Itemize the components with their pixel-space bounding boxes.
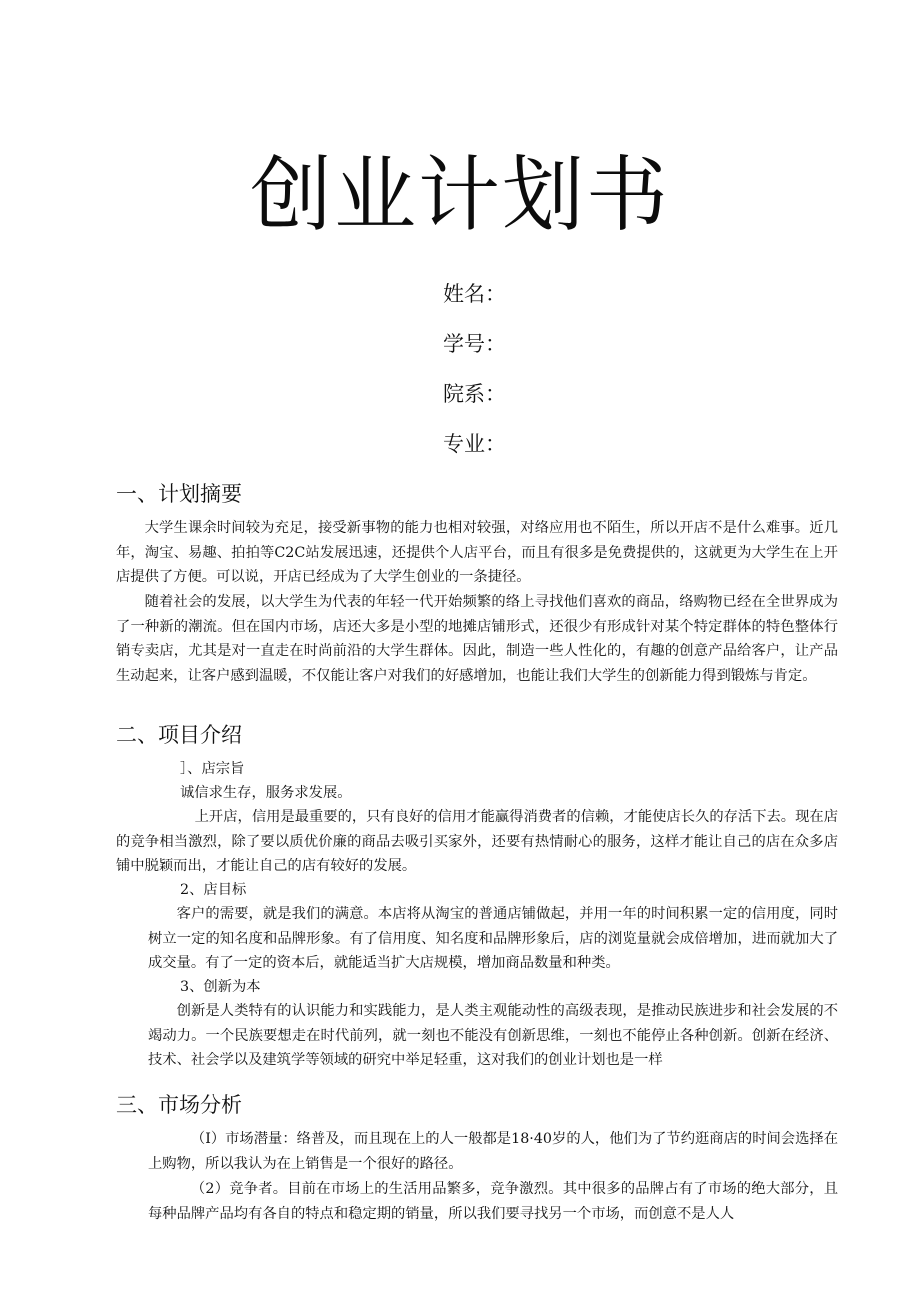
innovation-paragraph: 创新是人类特有的认识能力和实践能力，是人类主观能动性的高级表现，是推动民族进步和社会发展的不竭动力。一个民族要想走在时代前列，就一刻也不能没有创新思维，一刻也不能停止各种创新。创新在经济、技术、社会学以及建筑学等领域的研究中举足轻重，这对我们的创业计划也是一样 bbox=[148, 1003, 838, 1069]
section1-paragraph-2: 随着社会的发展，以大学生为代表的年轻一代开始频繁的络上寻找他们喜欢的商品，络购物已经在全世界成为了一种新的潮流。但在国内市场，店还大多是小型的地摊店铺形式，还很少有形成针对某个特定群体的特色整体行销专卖店，尤其是对一直走在时尚前沿的大学生群体。因此，制造一些人性化的，有趣的创意产品给客户，让产品生动起来，让客户感到温暖，不仅能让客户对我们的好感增加，也能让我们大学生的创新能力得到锻炼与肯定。 bbox=[116, 594, 838, 684]
section3-heading: 三、市场分析 bbox=[116, 1093, 242, 1117]
name-field-label: 姓名： bbox=[443, 282, 506, 306]
section1-paragraph-1: 大学生课余时间较为充足，接受新事物的能力也相对较强，对络应用也不陌生，所以开店不是什么难事。近几年，淘宝、易趣、拍拍等C2C站发展迅速，还提供个人店平台，而且有很多是免费提供的，这就更为大学生在上开店提供了方便。可以说，开店已经成为了大学生创业的一条捷径。 bbox=[116, 520, 838, 586]
subsection-store-goal: 2、店目标 bbox=[180, 882, 247, 898]
competitors-paragraph: （2）竞争者。目前在市场上的生活用品繁多，竞争激烈。其中很多的品牌占有了市场的绝大部分，且每种品牌产品均有各自的特点和稳定期的销量，所以我们要寻找另一个市场，而创意不是人人 bbox=[148, 1181, 838, 1222]
store-motto: 诚信求生存，服务求发展。 bbox=[180, 785, 352, 801]
store-goal-paragraph: 客户的需要，就是我们的满意。本店将从淘宝的普通店铺做起，并用一年的时间积累一定的信用度，同时树立一定的知名度和品牌形象。有了信用度、知名度和品牌形象后，店的浏览量就会成倍增加，进而就加大了成交量。有了一定的资本后，就能适当扩大店规模，增加商品数量和种类。 bbox=[148, 906, 838, 972]
subsection-store-purpose: ］、店宗旨 bbox=[180, 761, 245, 777]
subsection-innovation: 3、创新为本 bbox=[180, 979, 261, 995]
department-field-label: 院系： bbox=[443, 382, 506, 406]
major-field-label: 专业： bbox=[443, 432, 506, 456]
student-id-field-label: 学号： bbox=[443, 332, 506, 356]
section2-heading: 二、项目介绍 bbox=[116, 723, 242, 747]
store-purpose-paragraph: 上开店，信用是最重要的，只有良好的信用才能赢得消费者的信赖，才能使店长久的存活下去。现在店的竞争相当激烈，除了要以质优价廉的商品去吸引买家外，还要有热情耐心的服务，这样才能让自己的店在众多店铺中脱颖而出，才能让自己的店有较好的发展。 bbox=[116, 809, 838, 875]
market-potential-paragraph: （I）市场潜量：络普及，而且现在上的人一般都是18·40岁的人，他们为了节约逛商店的时间会选择在上购物，所以我认为在上销售是一个很好的路径。 bbox=[148, 1131, 838, 1172]
section1-heading: 一、计划摘要 bbox=[116, 482, 242, 506]
document-title: 创业计划书 bbox=[249, 148, 670, 243]
